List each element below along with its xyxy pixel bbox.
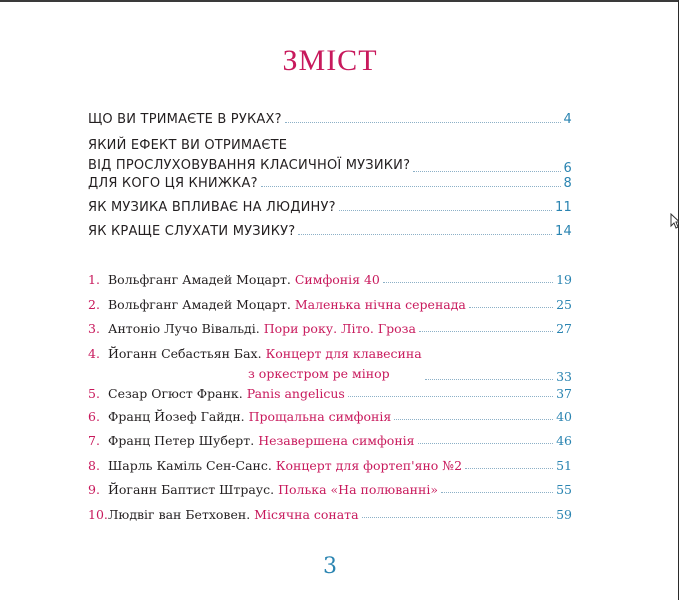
page-number: 3 [323,554,337,579]
dot-leader [413,170,560,172]
composer: Сезар Огюст Франк. [108,386,243,401]
dot-leader [383,281,553,283]
toc-entry-title: ЯК МУЗИКА ВПЛИВАЄ НА ЛЮДИНУ? [88,200,336,215]
toc-entry-page: 27 [556,321,572,336]
top-rule [0,0,679,2]
entry-number: 6. [88,409,100,424]
toc-entry[interactable] [88,344,572,384]
dot-leader [348,395,553,397]
work-title: Пори року. Літо. Гроза [263,321,416,336]
toc-entry-title [88,507,359,522]
work-title: Незавершена симфонія [258,433,415,448]
toc-entry-title: ЩО ВИ ТРИМАЄТЕ В РУКАХ? [88,112,282,127]
dot-leader [285,121,561,123]
toc-entry-title: ЯК КРАЩЕ СЛУХАТИ МУЗИКУ? [88,224,296,239]
work-title: Прощальна симфонія [248,409,392,424]
dot-leader [261,185,561,187]
composer: Йоганн Себастьян Бах. [108,346,262,361]
dot-leader [425,378,553,380]
work-title: Симфонія 40 [294,272,380,287]
toc-entry[interactable] [88,458,572,473]
mouse-cursor-icon [670,213,679,233]
toc-entry-title-line2: ВІД ПРОСЛУХОВУВАННЯ КЛАСИЧНОЇ МУЗИКИ? [88,158,411,173]
entry-number: 7. [88,433,100,448]
toc-entry-page: 6 [563,161,572,176]
toc-entry-page: 46 [556,433,572,448]
toc-entry-page: 11 [555,200,572,215]
entry-number: 2. [88,297,100,312]
composer: Франц Петер Шуберт. [108,433,255,448]
work-title: Концерт для фортеп'яно №2 [275,458,463,473]
work-title: Полька «На полюванні» [278,482,438,497]
toc-entry-page: 4 [563,112,572,127]
toc-entry-title [88,136,410,176]
toc-entry-title [88,433,415,448]
toc-entry-page: 51 [556,458,572,473]
dot-leader [339,209,552,211]
toc-entry[interactable] [88,297,572,312]
toc-entry[interactable] [88,112,572,127]
dot-leader [469,306,553,308]
composer: Антоніо Лучо Вівальді. [108,321,260,336]
toc-entry-title [88,321,416,336]
toc-entry-title [88,482,438,497]
toc-entry[interactable] [88,433,572,448]
entry-number: 5. [88,386,100,401]
entry-number: 9. [88,482,100,497]
toc-entry-title [88,458,462,473]
toc-entry-title [88,409,391,424]
toc-entry[interactable] [88,482,572,497]
toc-entry-title [88,386,345,401]
toc-entry[interactable] [88,321,572,336]
toc-entry-page: 8 [563,176,572,191]
page-title: ЗМІСТ [282,44,378,77]
toc-entry[interactable] [88,176,572,191]
dot-leader [465,467,553,469]
toc-entry-page: 14 [555,224,572,239]
work-title: Місячна соната [254,507,359,522]
entry-number: 3. [88,321,100,336]
entry-number: 1. [88,272,100,287]
toc-entry[interactable] [88,272,572,287]
toc-entry-page: 59 [556,507,572,522]
work-title: Концерт для клавесина [265,346,422,361]
toc-entry[interactable] [88,200,572,215]
toc-entry[interactable] [88,409,572,424]
work-title: Маленька нічна серенада [294,297,466,312]
work-title: Panis angelicus [246,386,345,401]
toc-entry-page: 37 [556,386,572,401]
toc-entry-page: 25 [556,297,572,312]
dot-leader [394,418,553,420]
work-title-line2: з оркестром ре мінор [248,366,390,381]
dot-leader [418,442,554,444]
toc-entry-title [88,344,422,384]
toc-entry-page: 19 [556,272,572,287]
toc-entry-title [88,297,466,312]
toc-entry-page: 40 [556,409,572,424]
entry-number: 10. [88,507,108,522]
entry-number: 8. [88,458,100,473]
toc-entry[interactable] [88,386,572,401]
toc-entry-title [88,272,380,287]
toc-entry-title: ДЛЯ КОГО ЦЯ КНИЖКА? [88,176,258,191]
composer: Шарль Каміль Сен-Санс. [108,458,272,473]
toc-entry[interactable] [88,507,572,522]
composer: Вольфганг Амадей Моцарт. [108,272,291,287]
composer: Вольфганг Амадей Моцарт. [108,297,291,312]
toc-entry[interactable] [88,224,572,239]
composer: Йоганн Баптист Штраус. [108,482,275,497]
dot-leader [419,330,553,332]
dot-leader [441,491,553,493]
toc-entry-page: 55 [556,482,572,497]
toc-entry[interactable] [88,136,572,176]
toc-entry-title-line1: ЯКИЙ ЕФЕКТ ВИ ОТРИМАЄТЕ [88,138,288,153]
dot-leader [362,516,554,518]
composer: Франц Йозеф Гайдн. [108,409,245,424]
toc-entry-page: 33 [556,369,572,384]
dot-leader [298,233,552,235]
entry-number: 4. [88,346,100,361]
composer: Людвіг ван Бетховен. [108,507,251,522]
